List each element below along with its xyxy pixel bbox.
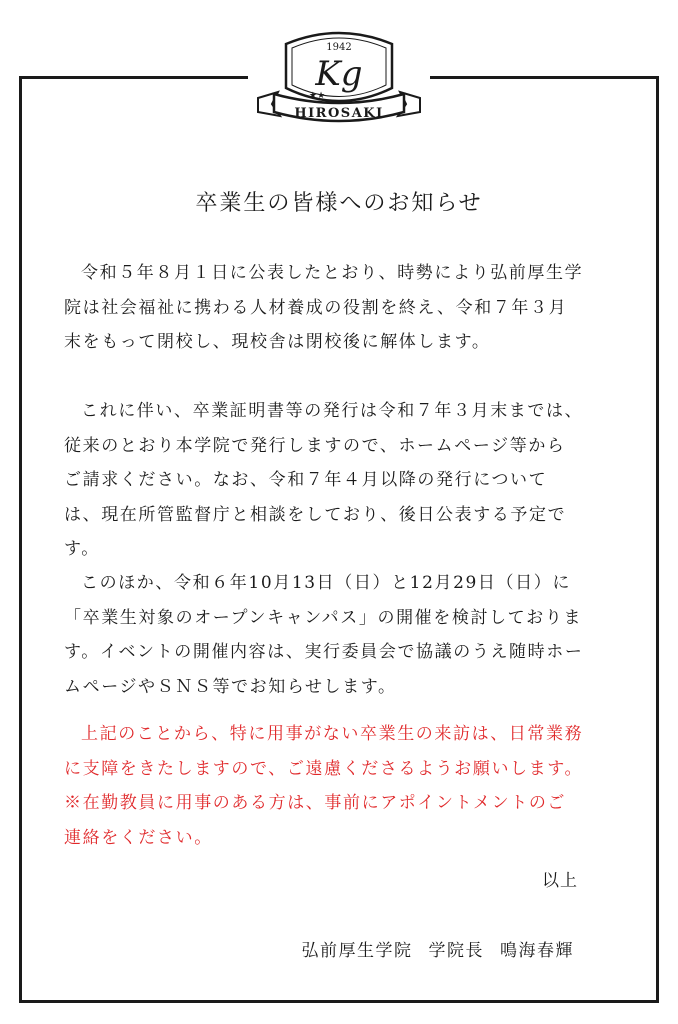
emblem-monogram: Kg: [315, 54, 363, 94]
notice-paragraph-closure: 令和５年８月１日に公表したとおり、時勢により弘前厚生学院は社会福祉に携わる人材養成の役割を終え、令和７年３月末をもって閉校し、現校舎は閉校後に解体します。: [64, 263, 584, 352]
signature-name: 鳴海春輝: [500, 941, 574, 961]
school-emblem: [248, 8, 430, 134]
crest-icon: [248, 8, 430, 134]
notice-paragraph-certificates: これに伴い、卒業証明書等の発行は令和７年３月末までは、従来のとおり本学院で発行しますので、ホームページ等からご請求ください。なお、令和７年４月以降の発行については、現在所管監督庁と相談をしており、後日公表する予定です。: [64, 401, 584, 559]
signature-position: 学院長: [428, 941, 484, 961]
notice-paragraph-visit-request: 上記のことから、特に用事がない卒業生の来訪は、日常業務に支障をきたしますので、ご遠慮くださるようお願いします。※在勤教員に用事のある方は、事前にアポイントメントのご連絡をください。: [64, 724, 584, 848]
notice-title: 卒業生の皆様へのお知らせ: [195, 191, 483, 216]
emblem-year: 1942: [326, 42, 352, 53]
signature-school: 弘前厚生学院: [301, 941, 413, 961]
closing-remark: 以上: [542, 871, 578, 891]
signature: [302, 936, 575, 961]
notice-paragraph-open-campus: このほか、令和６年10月13日（日）と12月29日（日）に「卒業生対象のオープンキャンパス」の開催を検討しております。イベントの開催内容は、実行委員会で協議のうえ随時ホームページやＳＮＳ等でお知らせします。: [64, 573, 584, 697]
emblem-banner: HIROSAKI: [294, 106, 384, 121]
star-icon: ★★: [308, 91, 326, 101]
